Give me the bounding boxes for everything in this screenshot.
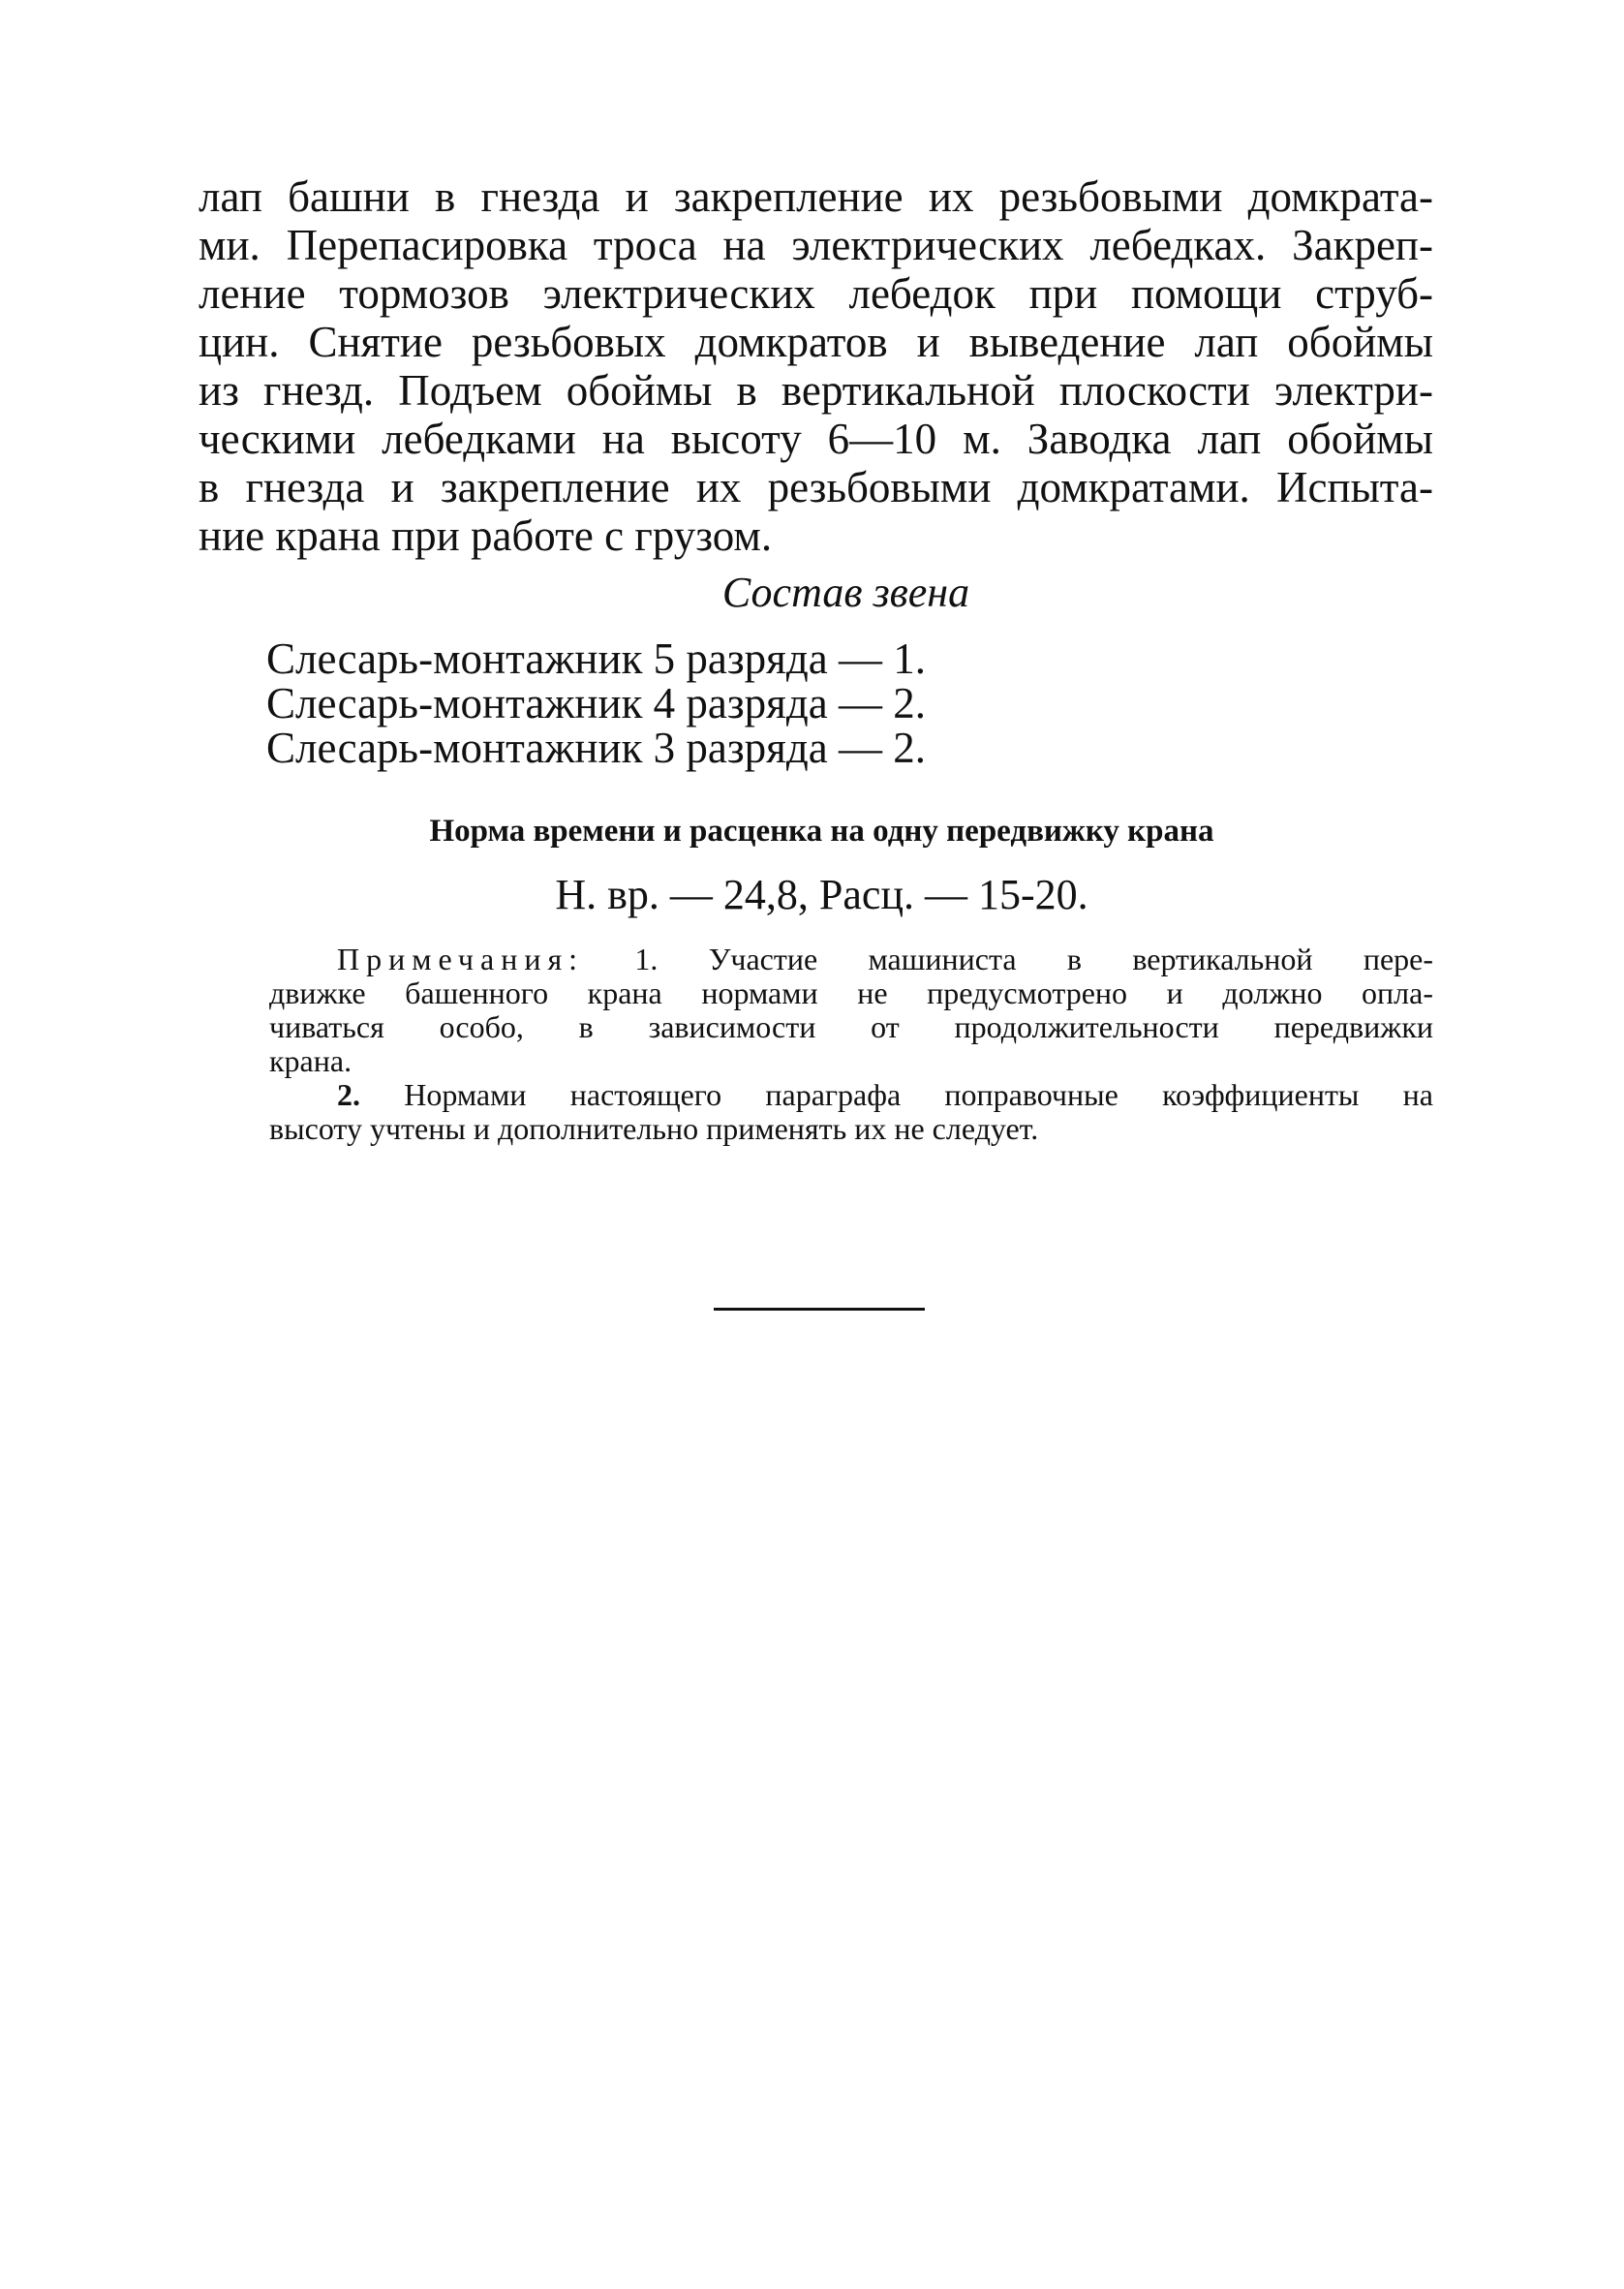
crew-member: Слесарь-монтажник 3 разряда — 2.	[266, 724, 926, 772]
paragraph-line: ческими лебедками на высоту 6—10 м. Заводка лап обоймы	[199, 415, 1433, 463]
norm-heading: Норма времени и расценка на одну передвижку крана	[429, 814, 1214, 849]
norm-value: Н. вр. — 24,8, Расц. — 15-20.	[555, 871, 1088, 918]
work-description-paragraph	[199, 172, 1433, 560]
crew-member: Слесарь-монтажник 4 разряда — 2.	[266, 679, 926, 727]
note-line	[269, 1078, 1433, 1112]
paragraph-line: из гнезд. Подъем обоймы в вертикальной плоскости электри-	[199, 366, 1433, 415]
notes-block	[269, 943, 1433, 1146]
paragraph-line: ние крана при работе с грузом.	[199, 511, 773, 560]
note-line: чиваться особо, в зависимости от продолжительности передвижки	[269, 1009, 1433, 1044]
note-line: движке башенного крана нормами не предусмотрено и должно опла-	[269, 975, 1433, 1010]
paragraph-line: ми. Перепасировка троса на электрических лебедках. Закреп-	[199, 221, 1433, 269]
crew-list	[266, 634, 926, 772]
paragraph-line: ление тормозов электрических лебедок при помощи струб-	[199, 269, 1433, 318]
paragraph-line: лап башни в гнезда и закрепление их резьбовыми домкрата-	[199, 172, 1433, 221]
paragraph-line: цин. Снятие резьбовых домкратов и выведение лап обоймы	[199, 318, 1433, 366]
note-line: высоту учтены и дополнительно применять их не следует.	[269, 1111, 1039, 1146]
paragraph-line: в гнезда и закрепление их резьбовыми домкратами. Испыта-	[199, 463, 1433, 511]
note-line	[269, 943, 1433, 976]
note-text: 1. Участие машиниста в вертикальной пере-	[634, 942, 1434, 976]
notes-label: Примечания:	[337, 942, 585, 976]
crew-member: Слесарь-монтажник 5 разряда — 1.	[266, 634, 926, 683]
note-text: Нормами настоящего параграфа поправочные коэффициенты на	[404, 1077, 1433, 1112]
note-line: крана.	[269, 1043, 352, 1078]
crew-heading: Состав звена	[721, 569, 970, 616]
end-divider	[714, 1308, 925, 1311]
note-number: 2.	[337, 1077, 360, 1112]
